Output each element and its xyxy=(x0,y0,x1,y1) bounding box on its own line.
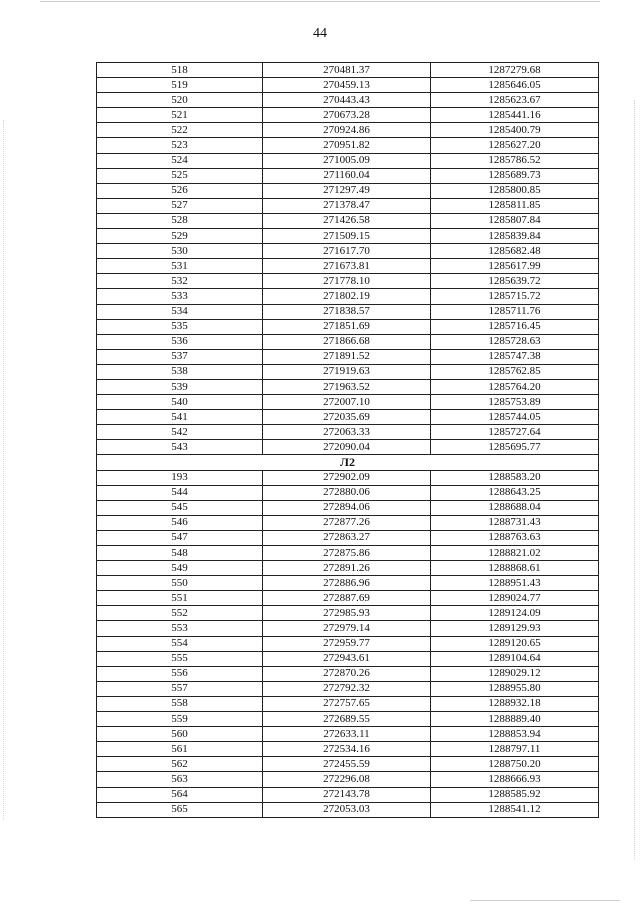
y-coordinate-cell: 1288763.63 xyxy=(431,530,599,545)
table-row xyxy=(97,606,599,621)
y-coordinate-cell: 1288541.12 xyxy=(431,802,599,817)
x-coordinate-cell: 271891.52 xyxy=(263,349,431,364)
x-coordinate-cell: 271673.81 xyxy=(263,259,431,274)
x-coordinate-cell: 272894.06 xyxy=(263,500,431,515)
table-row xyxy=(97,244,599,259)
table-row xyxy=(97,757,599,772)
point-number-cell: 559 xyxy=(97,712,263,727)
table-row xyxy=(97,183,599,198)
y-coordinate-cell: 1285441.16 xyxy=(431,108,599,123)
y-coordinate-cell: 1285744.05 xyxy=(431,410,599,425)
table-row xyxy=(97,319,599,334)
point-number-cell: 542 xyxy=(97,425,263,440)
x-coordinate-cell: 272979.14 xyxy=(263,621,431,636)
y-coordinate-cell: 1285682.48 xyxy=(431,244,599,259)
table-row xyxy=(97,485,599,500)
x-coordinate-cell: 270481.37 xyxy=(263,63,431,78)
point-number-cell: 533 xyxy=(97,289,263,304)
table-row xyxy=(97,138,599,153)
point-number-cell: 546 xyxy=(97,515,263,530)
y-coordinate-cell: 1285400.79 xyxy=(431,123,599,138)
y-coordinate-cell: 1288797.11 xyxy=(431,742,599,757)
table-row xyxy=(97,727,599,742)
x-coordinate-cell: 272534.16 xyxy=(263,742,431,757)
point-number-cell: 543 xyxy=(97,440,263,455)
scan-border-right xyxy=(634,100,636,860)
table-row xyxy=(97,772,599,787)
table-row xyxy=(97,425,599,440)
x-coordinate-cell: 272007.10 xyxy=(263,395,431,410)
x-coordinate-cell: 270459.13 xyxy=(263,78,431,93)
table-row xyxy=(97,63,599,78)
table-row xyxy=(97,349,599,364)
point-number-cell: 563 xyxy=(97,772,263,787)
y-coordinate-cell: 1285623.67 xyxy=(431,93,599,108)
table-row xyxy=(97,515,599,530)
y-coordinate-cell: 1288955.80 xyxy=(431,681,599,696)
table-row xyxy=(97,213,599,228)
table-row xyxy=(97,123,599,138)
point-number-cell: 561 xyxy=(97,742,263,757)
x-coordinate-cell: 271297.49 xyxy=(263,183,431,198)
point-number-cell: 520 xyxy=(97,93,263,108)
point-number-cell: 537 xyxy=(97,349,263,364)
x-coordinate-cell: 272880.06 xyxy=(263,485,431,500)
table-row xyxy=(97,395,599,410)
point-number-cell: 535 xyxy=(97,319,263,334)
point-number-cell: 529 xyxy=(97,229,263,244)
table-row xyxy=(97,696,599,711)
table-row xyxy=(97,636,599,651)
y-coordinate-cell: 1288853.94 xyxy=(431,727,599,742)
table-row xyxy=(97,500,599,515)
y-coordinate-cell: 1285627.20 xyxy=(431,138,599,153)
x-coordinate-cell: 272035.69 xyxy=(263,410,431,425)
x-coordinate-cell: 272985.93 xyxy=(263,606,431,621)
section-header-row xyxy=(97,455,599,470)
x-coordinate-cell: 272943.61 xyxy=(263,651,431,666)
x-coordinate-cell: 272959.77 xyxy=(263,636,431,651)
table-row xyxy=(97,364,599,379)
point-number-cell: 518 xyxy=(97,63,263,78)
y-coordinate-cell: 1289124.09 xyxy=(431,606,599,621)
y-coordinate-cell: 1288868.61 xyxy=(431,561,599,576)
x-coordinate-cell: 271851.69 xyxy=(263,319,431,334)
coordinates-table-body xyxy=(97,63,599,818)
y-coordinate-cell: 1288821.02 xyxy=(431,546,599,561)
x-coordinate-cell: 272863.27 xyxy=(263,530,431,545)
table-row xyxy=(97,168,599,183)
x-coordinate-cell: 272689.55 xyxy=(263,712,431,727)
scan-border-left xyxy=(3,120,5,820)
y-coordinate-cell: 1285715.72 xyxy=(431,289,599,304)
point-number-cell: 549 xyxy=(97,561,263,576)
table-row xyxy=(97,802,599,817)
y-coordinate-cell: 1288750.20 xyxy=(431,757,599,772)
point-number-cell: 554 xyxy=(97,636,263,651)
point-number-cell: 544 xyxy=(97,485,263,500)
y-coordinate-cell: 1285711.76 xyxy=(431,304,599,319)
x-coordinate-cell: 272455.59 xyxy=(263,757,431,772)
table-row xyxy=(97,198,599,213)
point-number-cell: 523 xyxy=(97,138,263,153)
point-number-cell: 534 xyxy=(97,304,263,319)
x-coordinate-cell: 271617.70 xyxy=(263,244,431,259)
y-coordinate-cell: 1288731.43 xyxy=(431,515,599,530)
x-coordinate-cell: 272757.65 xyxy=(263,696,431,711)
point-number-cell: 538 xyxy=(97,364,263,379)
table-row xyxy=(97,591,599,606)
x-coordinate-cell: 271919.63 xyxy=(263,364,431,379)
point-number-cell: 527 xyxy=(97,198,263,213)
point-number-cell: 525 xyxy=(97,168,263,183)
y-coordinate-cell: 1289129.93 xyxy=(431,621,599,636)
point-number-cell: 555 xyxy=(97,651,263,666)
x-coordinate-cell: 272063.33 xyxy=(263,425,431,440)
point-number-cell: 541 xyxy=(97,410,263,425)
y-coordinate-cell: 1285716.45 xyxy=(431,319,599,334)
x-coordinate-cell: 272875.86 xyxy=(263,546,431,561)
point-number-cell: 519 xyxy=(97,78,263,93)
point-number-cell: 551 xyxy=(97,591,263,606)
point-number-cell: 532 xyxy=(97,274,263,289)
y-coordinate-cell: 1285753.89 xyxy=(431,395,599,410)
point-number-cell: 564 xyxy=(97,787,263,802)
y-coordinate-cell: 1285639.72 xyxy=(431,274,599,289)
point-number-cell: 530 xyxy=(97,244,263,259)
point-number-cell: 558 xyxy=(97,696,263,711)
table-row xyxy=(97,259,599,274)
x-coordinate-cell: 271426.58 xyxy=(263,213,431,228)
point-number-cell: 539 xyxy=(97,379,263,394)
x-coordinate-cell: 272143.78 xyxy=(263,787,431,802)
x-coordinate-cell: 272886.96 xyxy=(263,576,431,591)
table-row xyxy=(97,651,599,666)
x-coordinate-cell: 272053.03 xyxy=(263,802,431,817)
section-label: Л2 xyxy=(97,455,599,470)
x-coordinate-cell: 271160.04 xyxy=(263,168,431,183)
table-row xyxy=(97,742,599,757)
table-row xyxy=(97,334,599,349)
point-number-cell: 562 xyxy=(97,757,263,772)
x-coordinate-cell: 272870.26 xyxy=(263,666,431,681)
table-row xyxy=(97,108,599,123)
y-coordinate-cell: 1285617.99 xyxy=(431,259,599,274)
page-number: 44 xyxy=(313,26,327,41)
point-number-cell: 526 xyxy=(97,183,263,198)
y-coordinate-cell: 1285839.84 xyxy=(431,229,599,244)
table-row xyxy=(97,78,599,93)
point-number-cell: 550 xyxy=(97,576,263,591)
x-coordinate-cell: 272877.26 xyxy=(263,515,431,530)
point-number-cell: 540 xyxy=(97,395,263,410)
point-number-cell: 547 xyxy=(97,530,263,545)
x-coordinate-cell: 271866.68 xyxy=(263,334,431,349)
y-coordinate-cell: 1285762.85 xyxy=(431,364,599,379)
y-coordinate-cell: 1289104.64 xyxy=(431,651,599,666)
x-coordinate-cell: 271838.57 xyxy=(263,304,431,319)
point-number-cell: 552 xyxy=(97,606,263,621)
table-row xyxy=(97,576,599,591)
table-row xyxy=(97,440,599,455)
x-coordinate-cell: 272891.26 xyxy=(263,561,431,576)
y-coordinate-cell: 1285786.52 xyxy=(431,153,599,168)
scan-border-top xyxy=(40,1,600,2)
table-row xyxy=(97,274,599,289)
table-row xyxy=(97,379,599,394)
x-coordinate-cell: 271509.15 xyxy=(263,229,431,244)
table-row xyxy=(97,93,599,108)
scan-border-bottom xyxy=(470,900,620,901)
point-number-cell: 531 xyxy=(97,259,263,274)
x-coordinate-cell: 271802.19 xyxy=(263,289,431,304)
x-coordinate-cell: 271778.10 xyxy=(263,274,431,289)
y-coordinate-cell: 1285764.20 xyxy=(431,379,599,394)
y-coordinate-cell: 1289029.12 xyxy=(431,666,599,681)
point-number-cell: 560 xyxy=(97,727,263,742)
x-coordinate-cell: 272633.11 xyxy=(263,727,431,742)
x-coordinate-cell: 270673.28 xyxy=(263,108,431,123)
table-row xyxy=(97,530,599,545)
y-coordinate-cell: 1285800.85 xyxy=(431,183,599,198)
coordinates-table xyxy=(96,62,599,818)
table-row xyxy=(97,410,599,425)
y-coordinate-cell: 1285728.63 xyxy=(431,334,599,349)
point-number-cell: 528 xyxy=(97,213,263,228)
table-row xyxy=(97,153,599,168)
y-coordinate-cell: 1285695.77 xyxy=(431,440,599,455)
table-row xyxy=(97,546,599,561)
y-coordinate-cell: 1285689.73 xyxy=(431,168,599,183)
y-coordinate-cell: 1288643.25 xyxy=(431,485,599,500)
point-number-cell: 553 xyxy=(97,621,263,636)
point-number-cell: 522 xyxy=(97,123,263,138)
point-number-cell: 556 xyxy=(97,666,263,681)
table-row xyxy=(97,561,599,576)
y-coordinate-cell: 1285747.38 xyxy=(431,349,599,364)
y-coordinate-cell: 1287279.68 xyxy=(431,63,599,78)
table-row xyxy=(97,621,599,636)
table-row xyxy=(97,712,599,727)
x-coordinate-cell: 270951.82 xyxy=(263,138,431,153)
point-number-cell: 565 xyxy=(97,802,263,817)
y-coordinate-cell: 1288583.20 xyxy=(431,470,599,485)
y-coordinate-cell: 1288889.40 xyxy=(431,712,599,727)
x-coordinate-cell: 270443.43 xyxy=(263,93,431,108)
point-number-cell: 193 xyxy=(97,470,263,485)
table-row xyxy=(97,470,599,485)
table-row xyxy=(97,681,599,696)
y-coordinate-cell: 1288688.04 xyxy=(431,500,599,515)
y-coordinate-cell: 1288585.92 xyxy=(431,787,599,802)
y-coordinate-cell: 1288951.43 xyxy=(431,576,599,591)
x-coordinate-cell: 272902.09 xyxy=(263,470,431,485)
y-coordinate-cell: 1289024.77 xyxy=(431,591,599,606)
table-row xyxy=(97,229,599,244)
y-coordinate-cell: 1285727.64 xyxy=(431,425,599,440)
y-coordinate-cell: 1288932.18 xyxy=(431,696,599,711)
x-coordinate-cell: 271005.09 xyxy=(263,153,431,168)
y-coordinate-cell: 1285811.85 xyxy=(431,198,599,213)
x-coordinate-cell: 272887.69 xyxy=(263,591,431,606)
x-coordinate-cell: 272296.08 xyxy=(263,772,431,787)
point-number-cell: 548 xyxy=(97,546,263,561)
point-number-cell: 521 xyxy=(97,108,263,123)
table-row xyxy=(97,787,599,802)
point-number-cell: 536 xyxy=(97,334,263,349)
x-coordinate-cell: 272090.04 xyxy=(263,440,431,455)
y-coordinate-cell: 1285807.84 xyxy=(431,213,599,228)
x-coordinate-cell: 270924.86 xyxy=(263,123,431,138)
x-coordinate-cell: 271378.47 xyxy=(263,198,431,213)
y-coordinate-cell: 1289120.65 xyxy=(431,636,599,651)
point-number-cell: 524 xyxy=(97,153,263,168)
y-coordinate-cell: 1288666.93 xyxy=(431,772,599,787)
table-row xyxy=(97,304,599,319)
x-coordinate-cell: 272792.32 xyxy=(263,681,431,696)
table-row xyxy=(97,666,599,681)
x-coordinate-cell: 271963.52 xyxy=(263,379,431,394)
y-coordinate-cell: 1285646.05 xyxy=(431,78,599,93)
point-number-cell: 557 xyxy=(97,681,263,696)
point-number-cell: 545 xyxy=(97,500,263,515)
table-row xyxy=(97,289,599,304)
